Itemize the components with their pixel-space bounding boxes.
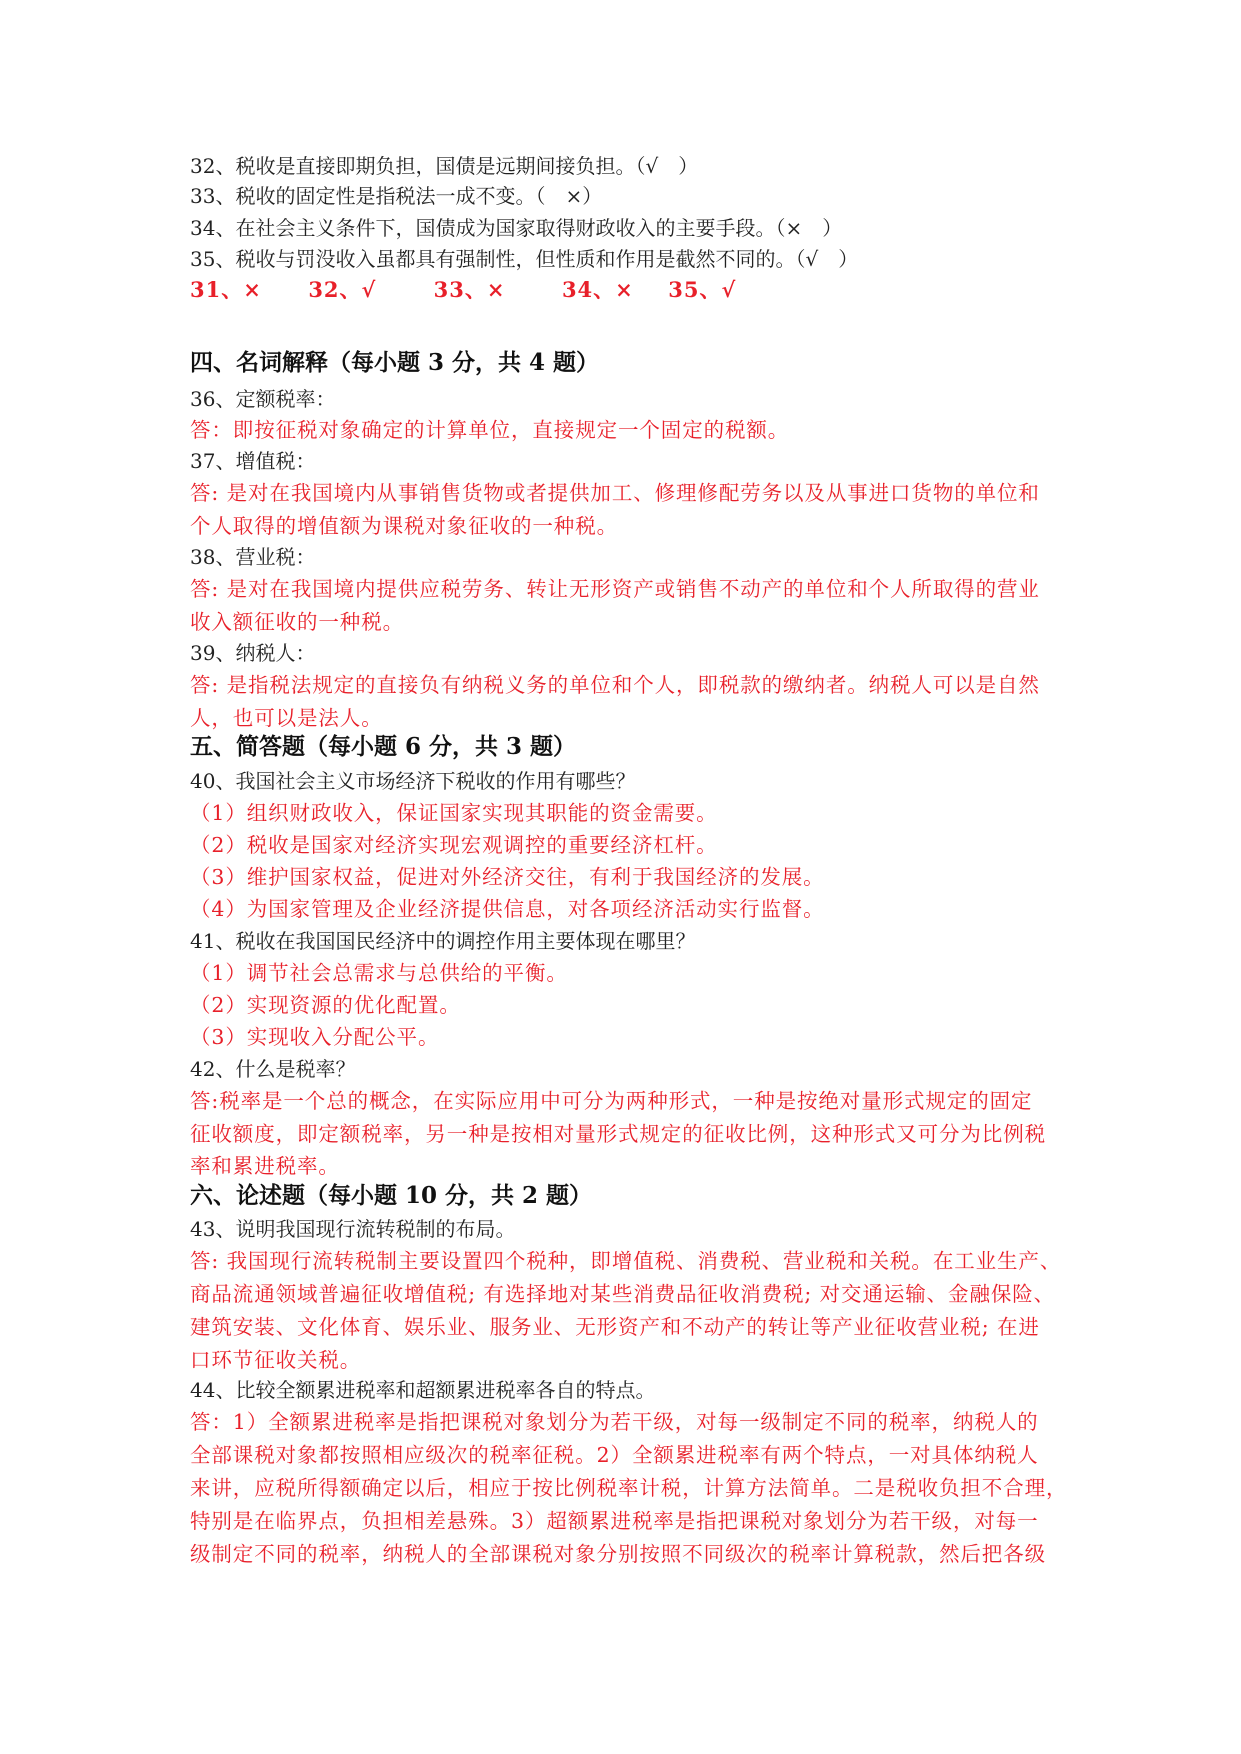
answer-40-1: （1）组织财政收入，保证国家实现其职能的资金需要。	[190, 801, 718, 825]
answer-36: 答：即按征税对象确定的计算单位，直接规定一个固定的税额。	[190, 418, 790, 442]
answer-41-1: （1）调节社会总需求与总供给的平衡。	[190, 961, 568, 985]
answer-38: 答: 是对在我国境内提供应税劳务、转让无形资产或销售不动产的单位和个人所取得的营业	[190, 577, 1040, 601]
question-38: 38、营业税：	[190, 545, 316, 569]
answer-key-item: 32、√	[308, 277, 377, 302]
question-39: 39、纳税人：	[190, 641, 316, 665]
section-heading-4: 四、名词解释（每小题 3 分，共 4 题）	[190, 349, 600, 376]
section-heading-5: 五、简答题（每小题 6 分，共 3 题）	[190, 733, 577, 760]
answer-43: 答: 我国现行流转税制主要设置四个税种，即增值税、消费税、营业税和关税。在工业生产、	[190, 1249, 1062, 1273]
question-35: 35、税收与罚没收入虽都具有强制性，但性质和作用是截然不同的。（√ ）	[190, 247, 859, 271]
answer-43-cont: 商品流通领域普遍征收增值税; 有选择地对某些消费品征收消费税; 对交通运输、金融保险、	[190, 1282, 1056, 1306]
question-44: 44、比较全额累进税率和超额累进税率各自的特点。	[190, 1378, 656, 1402]
question-43: 43、说明我国现行流转税制的布局。	[190, 1217, 516, 1241]
answer-40-3: （3）维护国家权益，促进对外经济交往，有利于我国经济的发展。	[190, 865, 825, 889]
section-heading-6: 六、论述题（每小题 10 分，共 2 题）	[190, 1182, 593, 1209]
question-34: 34、在社会主义条件下，国债成为国家取得财政收入的主要手段。（× ）	[190, 216, 843, 240]
answer-42: 答:税率是一个总的概念，在实际应用中可分为两种形式，一种是按绝对量形式规定的固定	[190, 1089, 1033, 1113]
answer-37: 答: 是对在我国境内从事销售货物或者提供加工、修理修配劳务以及从事进口货物的单位和	[190, 481, 1040, 505]
question-41: 41、税收在我国国民经济中的调控作用主要体现在哪里？	[190, 929, 696, 953]
question-32: 32、税收是直接即期负担，国债是远期间接负担。（√ ）	[190, 154, 699, 178]
answer-42-cont: 征收额度，即定额税率，另一种是按相对量形式规定的征收比例，这种形式又可分为比例税	[190, 1122, 1046, 1146]
answer-43-cont: 建筑安装、文化体育、娱乐业、服务业、无形资产和不动产的转让等产业征收营业税; 在进	[190, 1315, 1040, 1339]
question-33: 33、税收的固定性是指税法一成不变。（ ×）	[190, 184, 603, 208]
answer-key-31-35	[190, 275, 1070, 305]
question-36: 36、定额税率：	[190, 387, 336, 411]
answer-key-item: 34、×	[561, 277, 634, 302]
question-42: 42、什么是税率？	[190, 1057, 356, 1081]
answer-41-3: （3）实现收入分配公平。	[190, 1025, 440, 1049]
answer-key-item: 31、×	[190, 277, 262, 302]
answer-39-cont: 人，也可以是法人。	[190, 706, 383, 730]
answer-44: 答：1）全额累进税率是指把课税对象划分为若干级，对每一级制定不同的税率，纳税人的	[190, 1410, 1039, 1434]
answer-41-2: （2）实现资源的优化配置。	[190, 993, 461, 1017]
answer-44-cont: 级制定不同的税率，纳税人的全部课税对象分别按照不同级次的税率计算税款，然后把各级	[190, 1542, 1046, 1566]
answer-38-cont: 收入额征收的一种税。	[190, 610, 404, 634]
answer-43-cont: 口环节征收关税。	[190, 1348, 362, 1372]
answer-40-4: （4）为国家管理及企业经济提供信息，对各项经济活动实行监督。	[190, 897, 825, 921]
answer-44-cont: 来讲，应税所得额确定以后，相应于按比例税率计税，计算方法简单。二是税收负担不合理，	[190, 1476, 1068, 1500]
question-37: 37、增值税：	[190, 449, 316, 473]
answer-39: 答: 是指税法规定的直接负有纳税义务的单位和个人，即税款的缴纳者。纳税人可以是自然	[190, 673, 1040, 697]
answer-44-cont: 特别是在临界点，负担相差悬殊。3）超额累进税率是指把课税对象划分为若干级，对每一	[190, 1509, 1039, 1533]
answer-37-cont: 个人取得的增值额为课税对象征收的一种税。	[190, 514, 618, 538]
answer-44-cont: 全部课税对象都按照相应级次的税率征税。2）全额累进税率有两个特点，一对具体纳税人	[190, 1443, 1039, 1467]
answer-key-item: 33、×	[433, 277, 506, 302]
question-40: 40、我国社会主义市场经济下税收的作用有哪些？	[190, 769, 636, 793]
answer-key-item: 35、√	[668, 277, 737, 302]
answer-42-cont: 率和累进税率。	[190, 1154, 340, 1178]
answer-40-2: （2）税收是国家对经济实现宏观调控的重要经济杠杆。	[190, 833, 718, 857]
